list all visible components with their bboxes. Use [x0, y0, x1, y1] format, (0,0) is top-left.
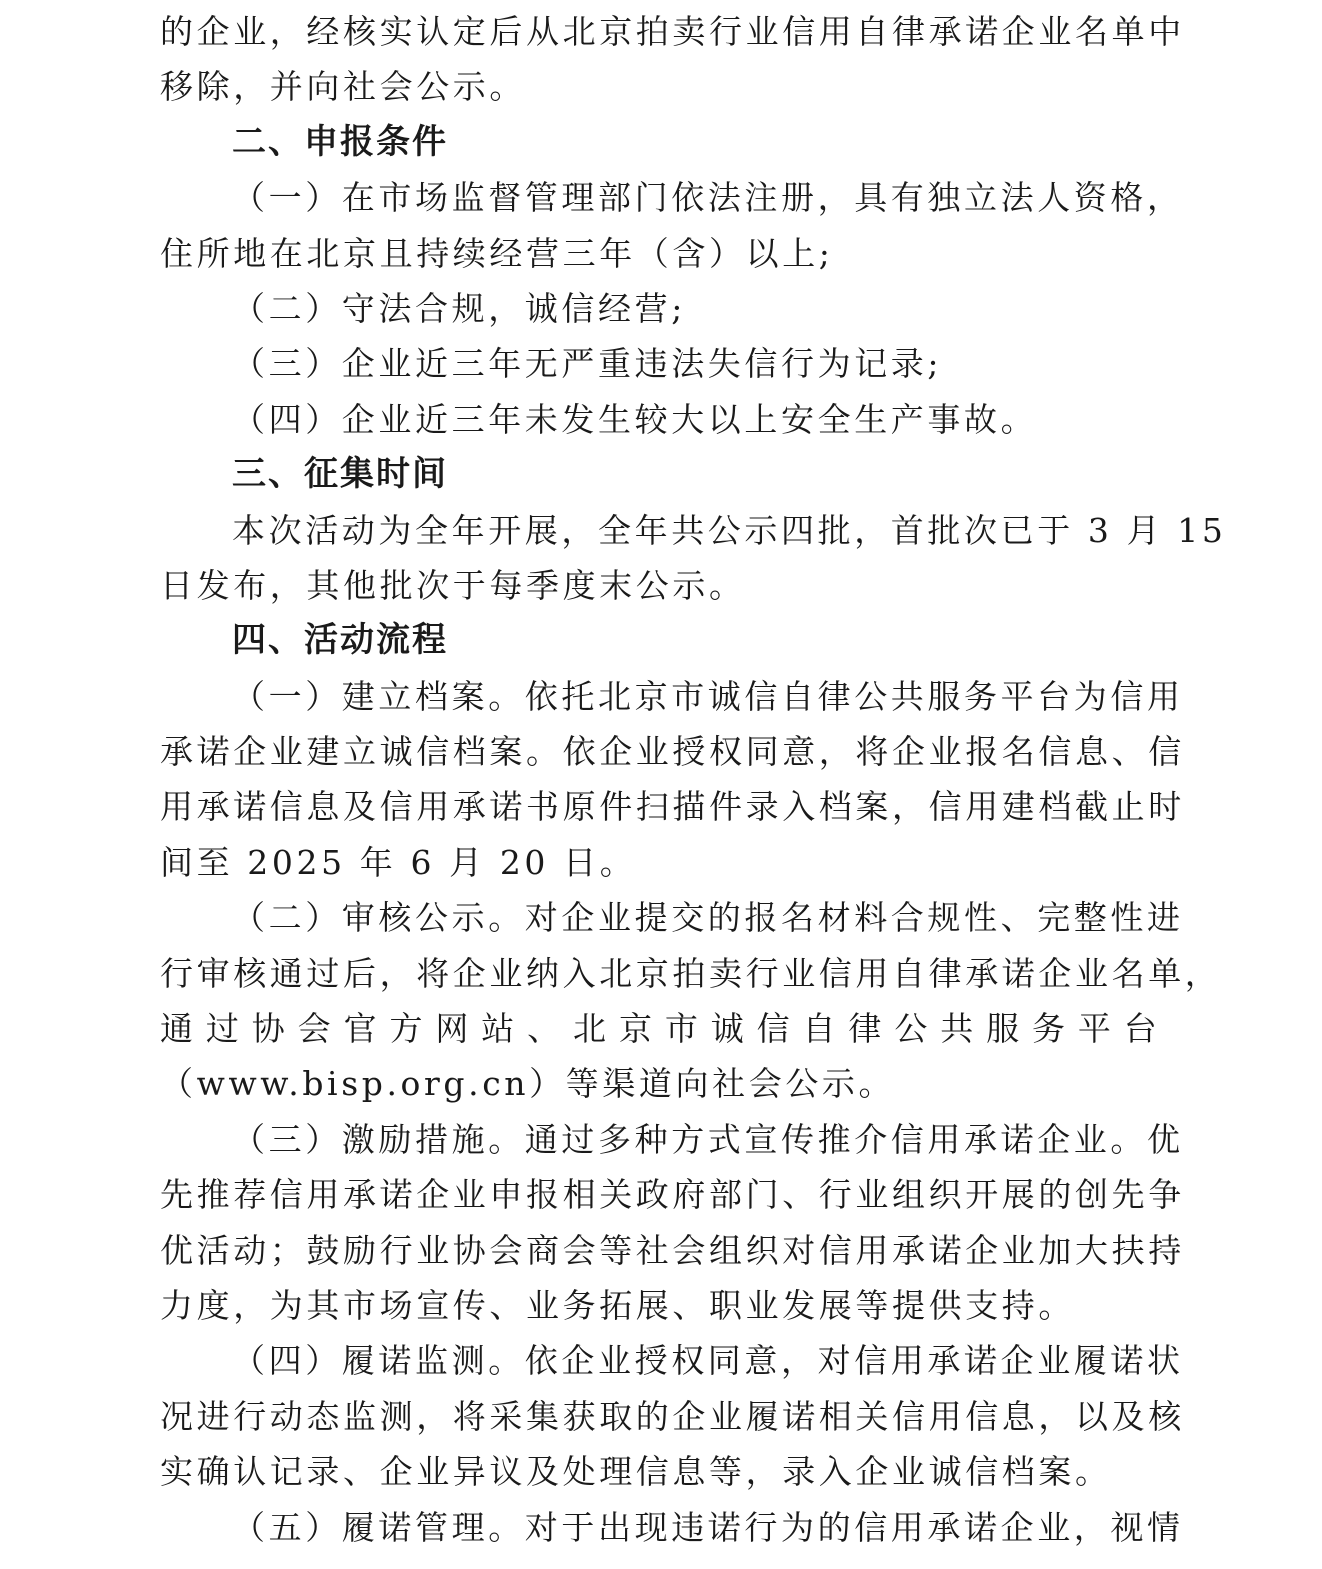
body-line: 通过协会官方网站、北京市诚信自律公共服务平台: [160, 1009, 1162, 1049]
body-line: （www.bisp.org.cn）等渠道向社会公示。: [160, 1064, 896, 1104]
body-line: 行审核通过后，将企业纳入北京拍卖行业信用自律承诺企业名单，: [160, 953, 1222, 993]
body-line: 优活动；鼓励行业协会商会等社会组织对信用承诺企业加大扶持: [160, 1230, 1185, 1270]
document-page: [160, 4, 1227, 1555]
body-line: 承诺企业建立诚信档案。依企业授权同意，将企业报名信息、信: [160, 732, 1185, 772]
body-line: （二）审核公示。对企业提交的报名材料合规性、完整性进: [232, 898, 1184, 938]
body-line: 用承诺信息及信用承诺书原件扫描件录入档案，信用建档截止时: [160, 787, 1185, 827]
section-heading: 三、征集时间: [232, 454, 448, 495]
body-line: （四）履诺监测。依企业授权同意，对信用承诺企业履诺状: [232, 1341, 1184, 1381]
body-line: （三）企业近三年无严重违法失信行为记录;: [232, 344, 943, 384]
body-line: 实确认记录、企业异议及处理信息等，录入企业诚信档案。: [160, 1452, 1112, 1492]
body-line: 况进行动态监测，将采集获取的企业履诺相关信用信息，以及核: [160, 1396, 1185, 1436]
section-heading: 四、活动流程: [232, 620, 448, 661]
body-line: （一）在市场监督管理部门依法注册，具有独立法人资格，: [232, 178, 1184, 218]
body-line: 住所地在北京且持续经营三年（含）以上;: [160, 233, 834, 273]
body-line: 间至 2025 年 6 月 20 日。: [160, 842, 637, 882]
body-line: 移除，并向社会公示。: [160, 67, 526, 107]
body-line: 先推荐信用承诺企业申报相关政府部门、行业组织开展的创先争: [160, 1175, 1185, 1215]
body-line: （五）履诺管理。对于出现违诺行为的信用承诺企业，视情: [232, 1507, 1184, 1547]
section-heading: 二、申报条件: [232, 121, 448, 162]
body-line: 日发布，其他批次于每季度末公示。: [160, 565, 746, 605]
body-line: 力度，为其市场宣传、业务拓展、职业发展等提供支持。: [160, 1285, 1075, 1325]
body-line: （四）企业近三年未发生较大以上安全生产事故。: [232, 399, 1038, 439]
body-line: （二）守法合规，诚信经营;: [232, 288, 686, 328]
body-line: （一）建立档案。依托北京市诚信自律公共服务平台为信用: [232, 676, 1184, 716]
body-line: （三）激励措施。通过多种方式宣传推介信用承诺企业。优: [232, 1119, 1184, 1159]
body-line: 本次活动为全年开展，全年共公示四批，首批次已于 3 月 15: [232, 510, 1227, 550]
body-line: 的企业，经核实认定后从北京拍卖行业信用自律承诺企业名单中: [160, 12, 1185, 51]
